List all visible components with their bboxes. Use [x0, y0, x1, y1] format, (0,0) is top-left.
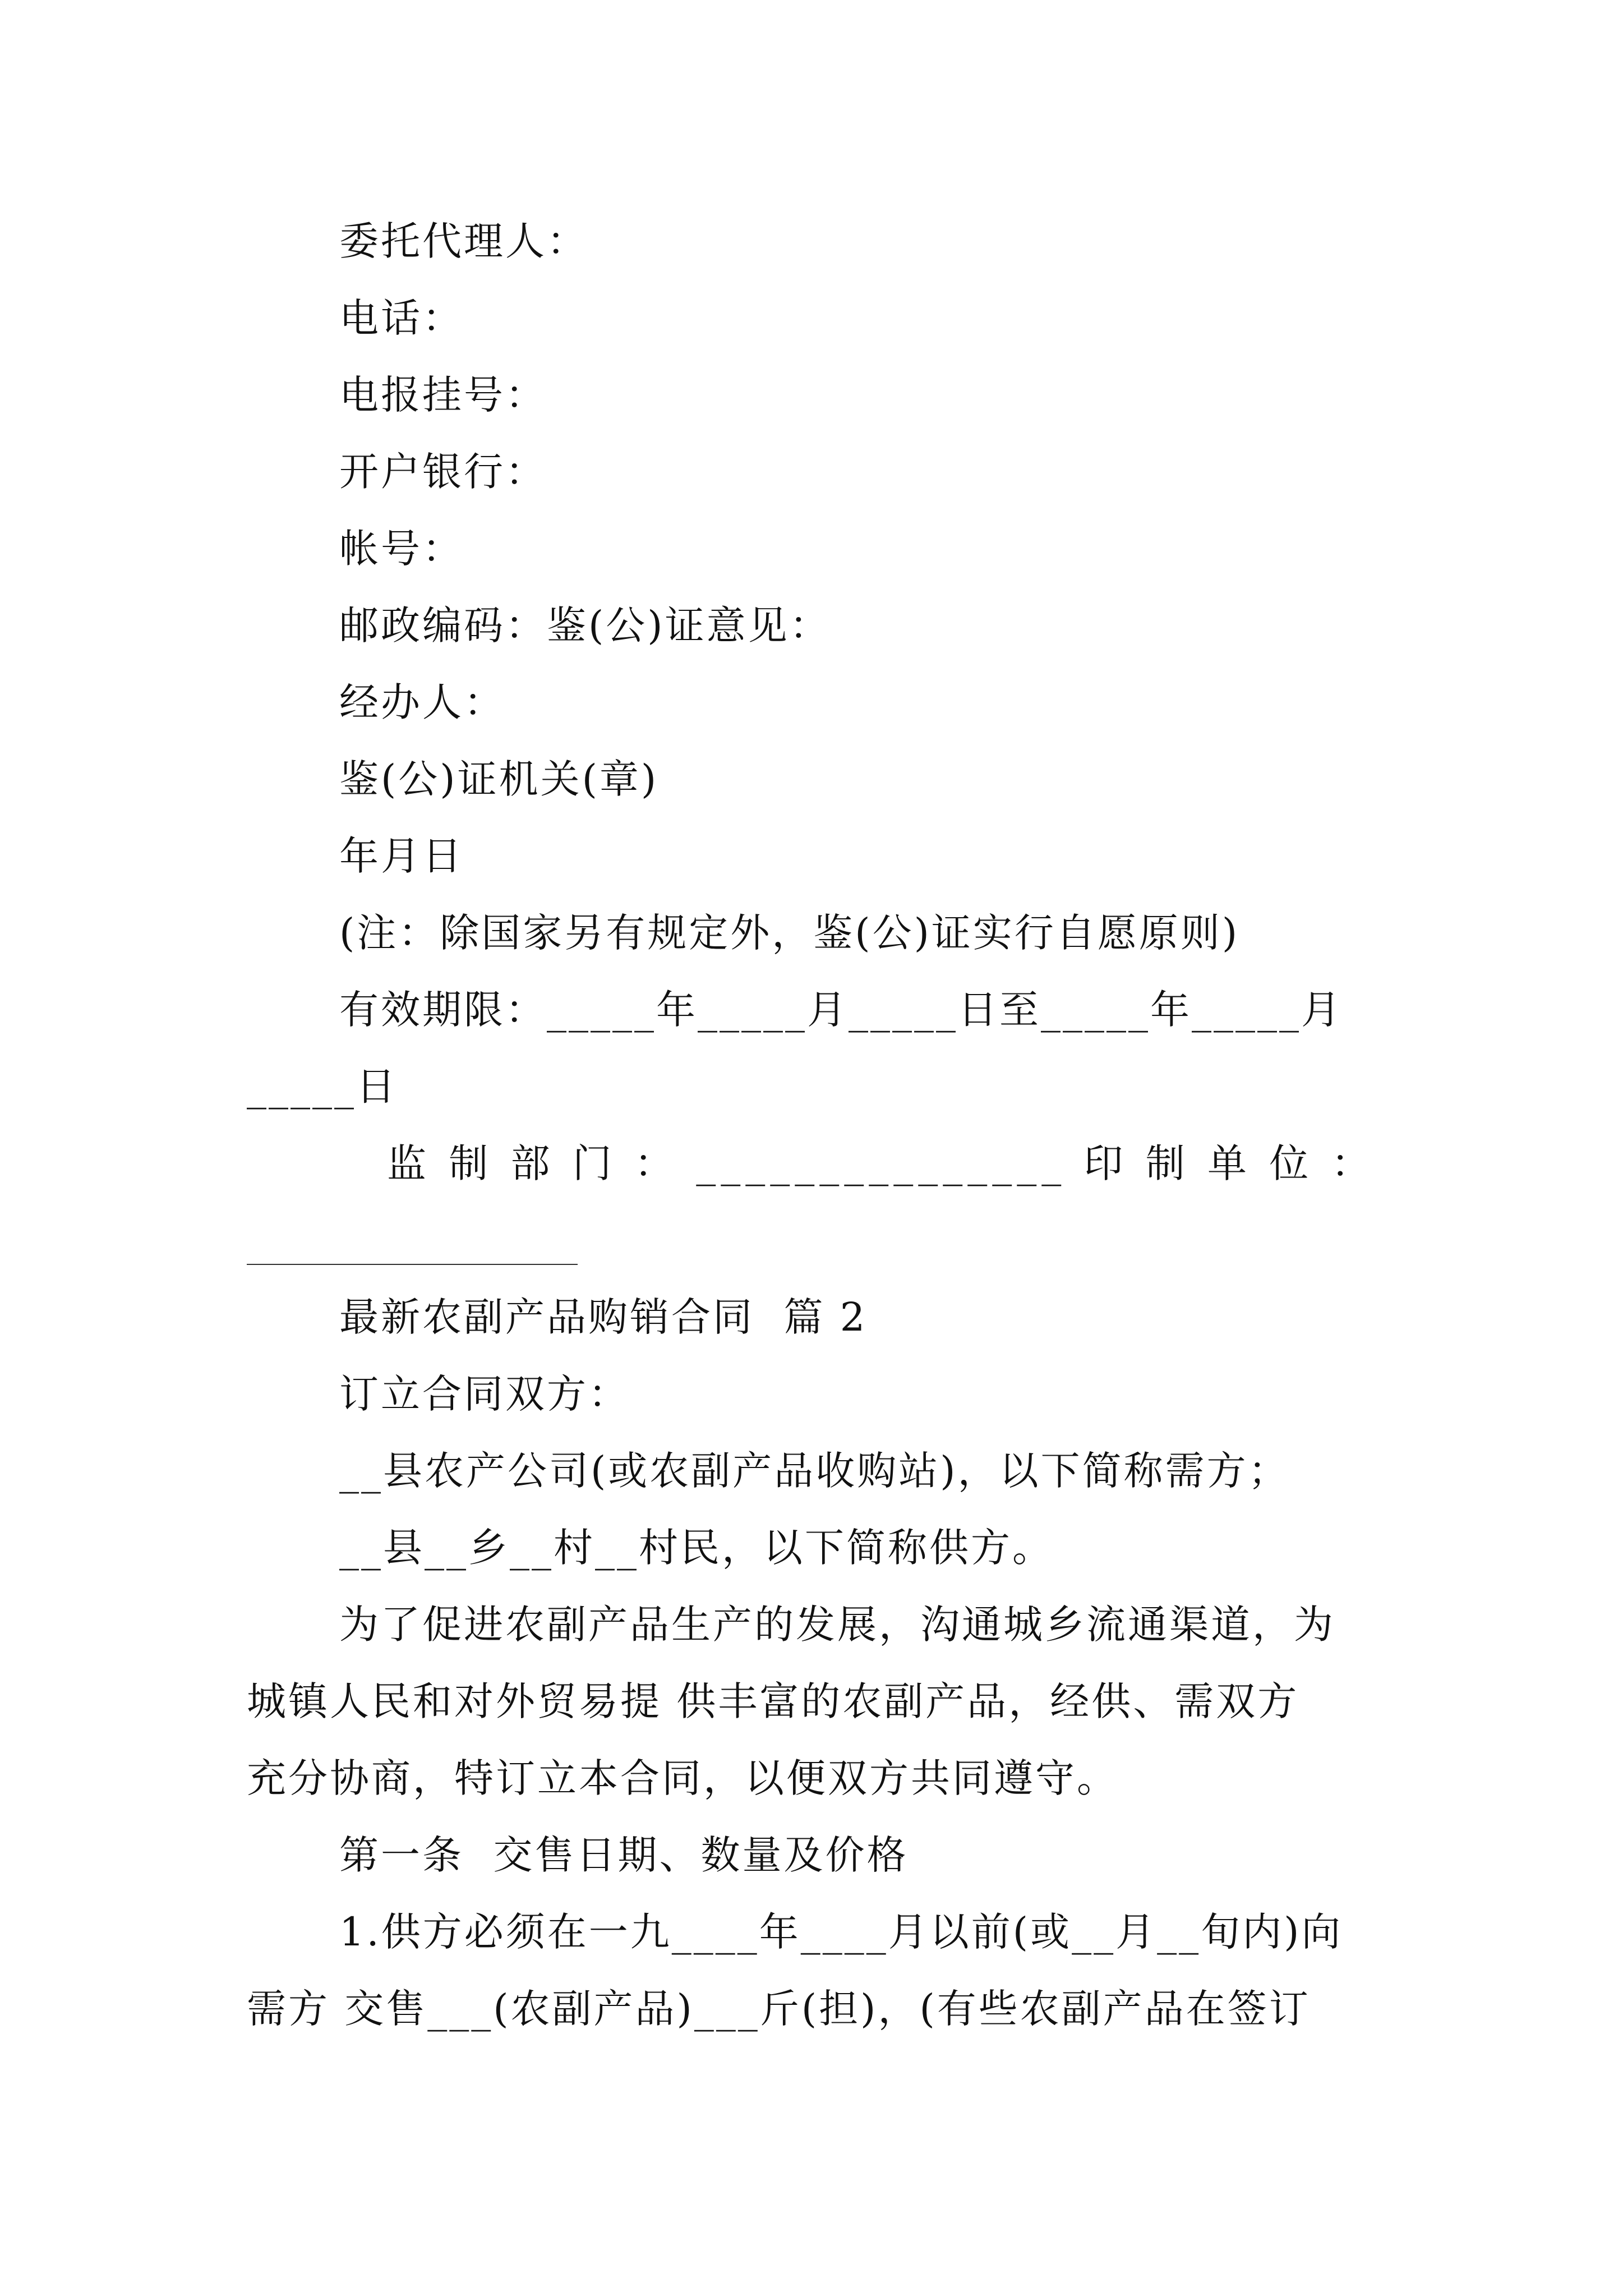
text-line: (注：除国家另有规定外，鉴(公)证实行自愿原则) [339, 910, 1240, 956]
text-line: 需方 交售___(农副产品)___斤(担)，(有些农副产品在签订 [247, 1986, 1311, 2032]
text-line: __县__乡__村__村民，以下简称供方。 [339, 1525, 1054, 1571]
text-line: 帐号： [339, 526, 464, 572]
text-line: 开户银行： [339, 449, 547, 495]
text-line: 年月日 [339, 833, 464, 879]
text-line: 鉴(公)证机关(章) [339, 756, 659, 802]
text-line: __县农产公司(或农副产品收购站)，以下简称需方； [339, 1448, 1290, 1494]
text-line: 充分协商，特订立本合同，以便双方共同遵守。 [247, 1755, 1118, 1801]
section-heading: 最新农副产品购销合同 篇 2 [339, 1294, 868, 1340]
text-line: 委托代理人： [339, 218, 588, 264]
text-line: 电报挂号： [339, 372, 547, 418]
text-line: 邮政编码：鉴(公)证意见： [339, 602, 831, 648]
text-line: 为了促进农副产品生产的发展，沟通城乡流通渠道，为 [339, 1602, 1335, 1648]
text-line: 城镇人民和对外贸易提 供丰富的农副产品，经供、需双方 [247, 1678, 1299, 1724]
text-line: _____日 [247, 1064, 398, 1110]
text-line: 有效期限：_____年_____月_____日至_____年_____月 [339, 987, 1343, 1033]
text-line: 经办人： [339, 679, 505, 725]
text-line: 1.供方必须在一九____年____月以前(或__月__旬内)向 [339, 1909, 1343, 1955]
text-line: 电话： [339, 295, 464, 341]
text-line: 订立合同双方： [339, 1371, 630, 1417]
article-heading: 第一条 交售日期、数量及价格 [339, 1832, 909, 1878]
text-line: 监 制 部 门 ： _______________ 印 制 单 位 ： [387, 1140, 1376, 1186]
blank-underline [247, 1264, 578, 1265]
